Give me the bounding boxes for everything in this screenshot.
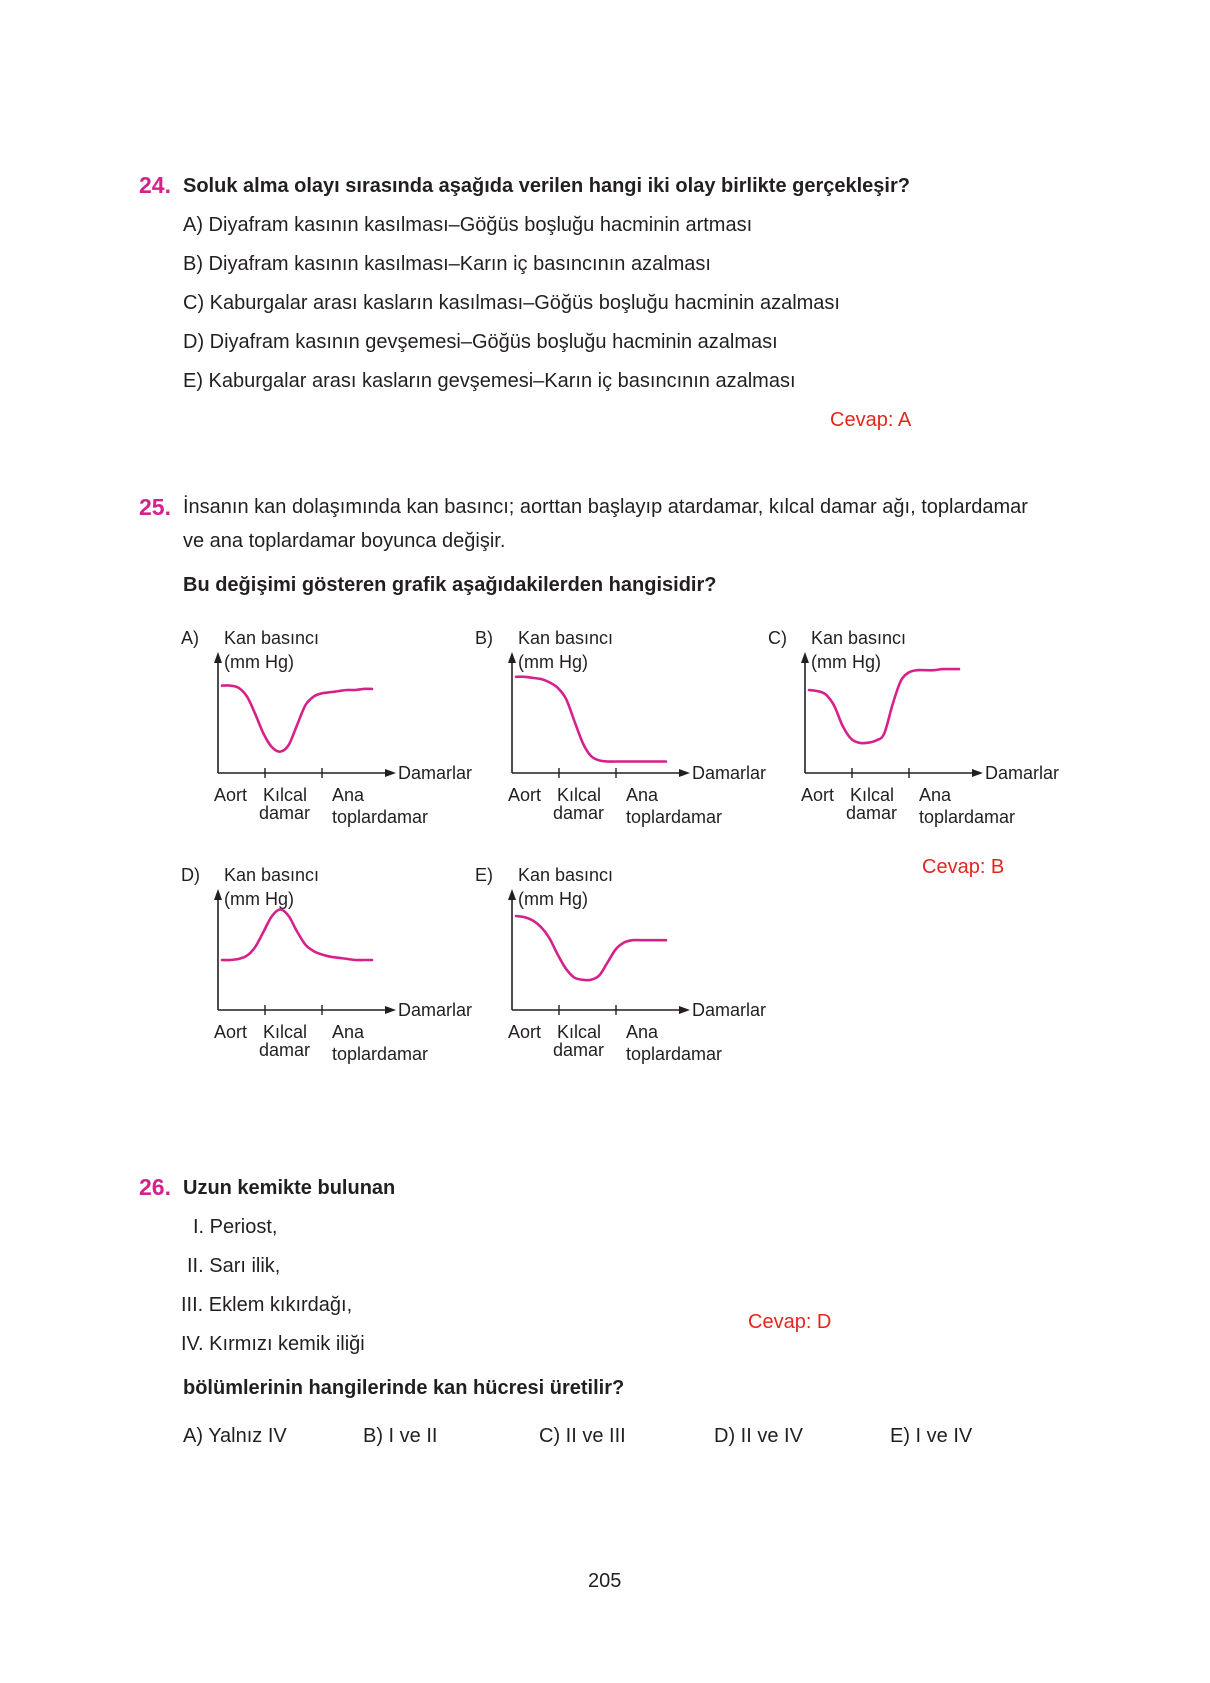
tick-label-toplardamar: toplardamar: [626, 1044, 723, 1064]
x-axis-label: Damarlar: [398, 763, 473, 783]
x-axis-arrow-icon: [972, 769, 983, 777]
q26-answer: Cevap: D: [748, 1311, 832, 1333]
y-axis-arrow-icon: [214, 652, 222, 663]
graph-b: [474, 625, 794, 855]
q26-item-2: II. Sarı ilik,: [187, 1255, 281, 1277]
tick-label-toplardamar: toplardamar: [919, 807, 1016, 827]
q26-choice-a: A) Yalnız IV: [183, 1425, 287, 1447]
y-axis-unit: (mm Hg): [518, 652, 588, 672]
blood-pressure-graph-3: [767, 625, 1087, 855]
pressure-curve: [222, 909, 372, 960]
q26-choice-e: E) I ve IV: [890, 1425, 973, 1447]
tick-label-kilcal: Kılcal: [850, 785, 895, 805]
pressure-curve: [516, 677, 666, 762]
y-axis-arrow-icon: [801, 652, 809, 663]
q26-item-1: I. Periost,: [193, 1216, 278, 1238]
graph-option-letter: D): [181, 865, 200, 885]
q24-option-b: B) Diyafram kasının kasılması–Karın iç basıncının azalması: [183, 253, 711, 275]
q26-choice-b: B) I ve II: [363, 1425, 438, 1447]
question-24-stem: Soluk alma olayı sırasında aşağıda verilen hangi iki olay birlikte gerçekleşir?: [183, 175, 910, 197]
tick-label-toplardamar: toplardamar: [626, 807, 723, 827]
tick-label-ana: Ana: [332, 1022, 365, 1042]
tick-label-kilcal: Kılcal: [263, 1022, 308, 1042]
blood-pressure-graph-2: [474, 625, 794, 855]
tick-label-damar: damar: [553, 1040, 605, 1060]
tick-label-kilcal: Kılcal: [557, 785, 602, 805]
question-26-stem: Uzun kemikte bulunan: [183, 1177, 396, 1199]
y-axis-label: Kan basıncı: [518, 628, 614, 648]
y-axis-label: Kan basıncı: [811, 628, 907, 648]
question-25-number: 25.: [139, 494, 171, 520]
question-25-text-line1: İnsanın kan dolaşımında kan basıncı; aorttan başlayıp atardamar, kılcal damar ağı, toplardamar: [183, 496, 1028, 518]
tick-label-aort: Aort: [508, 785, 542, 805]
y-axis-arrow-icon: [508, 889, 516, 900]
q26-item-4: IV. Kırmızı kemik iliği: [181, 1333, 365, 1355]
q24-option-a: A) Diyafram kasının kasılması–Göğüs boşluğu hacminin artması: [183, 214, 753, 236]
tick-label-damar: damar: [553, 803, 605, 823]
tick-label-damar: damar: [259, 1040, 311, 1060]
q26-item-3: III. Eklem kıkırdağı,: [181, 1294, 353, 1316]
y-axis-label: Kan basıncı: [518, 865, 614, 885]
q25-answer: Cevap: B: [922, 856, 1005, 878]
x-axis-arrow-icon: [679, 769, 690, 777]
blood-pressure-graph-1: [180, 625, 500, 855]
graph-option-letter: C): [768, 628, 787, 648]
y-axis-arrow-icon: [214, 889, 222, 900]
tick-label-ana: Ana: [919, 785, 952, 805]
tick-label-damar: damar: [846, 803, 898, 823]
page-number: 205: [588, 1570, 622, 1592]
q24-option-e: E) Kaburgalar arası kasların gevşemesi–Karın iç basıncının azalması: [183, 370, 796, 392]
x-axis-arrow-icon: [385, 1006, 396, 1014]
question-24-number: 24.: [139, 172, 171, 198]
graph-d: [180, 862, 500, 1092]
tick-label-kilcal: Kılcal: [557, 1022, 602, 1042]
x-axis-label: Damarlar: [692, 1000, 767, 1020]
graph-option-letter: E): [475, 865, 493, 885]
blood-pressure-graph-5: [474, 862, 794, 1092]
tick-label-damar: damar: [259, 803, 311, 823]
question-25-stem: Bu değişimi gösteren grafik aşağıdakilerden hangisidir?: [183, 574, 717, 596]
q26-choice-d: D) II ve IV: [714, 1425, 803, 1447]
pressure-curve: [809, 669, 959, 743]
y-axis-unit: (mm Hg): [518, 889, 588, 909]
graph-option-letter: B): [475, 628, 493, 648]
graph-e: [474, 862, 794, 1092]
tick-label-toplardamar: toplardamar: [332, 1044, 429, 1064]
tick-label-aort: Aort: [214, 1022, 248, 1042]
tick-label-ana: Ana: [626, 1022, 659, 1042]
question-25-text-line2: ve ana toplardamar boyunca değişir.: [183, 530, 506, 552]
q26-choice-c: C) II ve III: [539, 1425, 626, 1447]
y-axis-unit: (mm Hg): [224, 652, 294, 672]
tick-label-aort: Aort: [801, 785, 835, 805]
x-axis-label: Damarlar: [398, 1000, 473, 1020]
q24-option-c: C) Kaburgalar arası kasların kasılması–Göğüs boşluğu hacminin azalması: [183, 292, 840, 314]
blood-pressure-graph-4: [180, 862, 500, 1092]
pressure-curve: [516, 916, 666, 980]
y-axis-label: Kan basıncı: [224, 628, 320, 648]
pressure-curve: [222, 685, 372, 751]
graph-c: [767, 625, 1087, 855]
tick-label-kilcal: Kılcal: [263, 785, 308, 805]
question-26-question: bölümlerinin hangilerinde kan hücresi üretilir?: [183, 1377, 625, 1399]
graph-a: [180, 625, 500, 855]
y-axis-arrow-icon: [508, 652, 516, 663]
y-axis-label: Kan basıncı: [224, 865, 320, 885]
x-axis-label: Damarlar: [985, 763, 1060, 783]
q24-option-d: D) Diyafram kasının gevşemesi–Göğüs boşluğu hacminin azalması: [183, 331, 778, 353]
q24-answer: Cevap: A: [830, 409, 912, 431]
graph-option-letter: A): [181, 628, 199, 648]
x-axis-arrow-icon: [385, 769, 396, 777]
x-axis-label: Damarlar: [692, 763, 767, 783]
tick-label-aort: Aort: [214, 785, 248, 805]
y-axis-unit: (mm Hg): [224, 889, 294, 909]
question-26-number: 26.: [139, 1174, 171, 1200]
tick-label-ana: Ana: [332, 785, 365, 805]
tick-label-toplardamar: toplardamar: [332, 807, 429, 827]
x-axis-arrow-icon: [679, 1006, 690, 1014]
tick-label-aort: Aort: [508, 1022, 542, 1042]
y-axis-unit: (mm Hg): [811, 652, 881, 672]
tick-label-ana: Ana: [626, 785, 659, 805]
